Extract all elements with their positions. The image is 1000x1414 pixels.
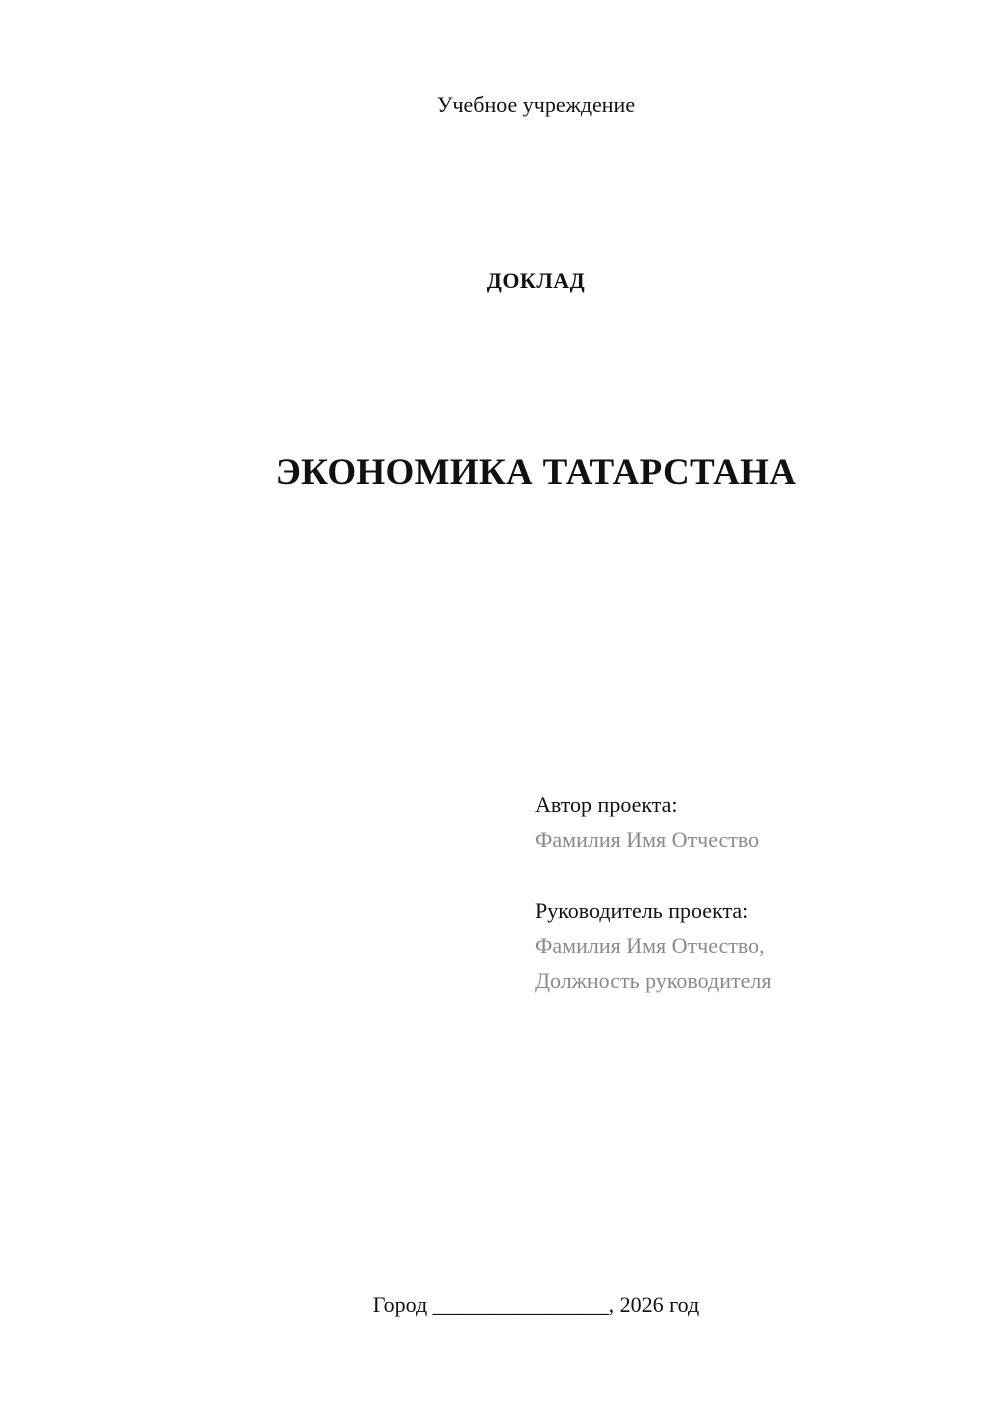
supervisor-name: Фамилия Имя Отчество, [535,933,765,958]
credits-spacer [535,857,975,893]
document-type: ДОКЛАД [486,268,586,293]
supervisor-label: Руководитель проекта: [535,898,749,923]
document-title: ЭКОНОМИКА ТАТАРСТАНА [275,452,797,493]
author-label: Автор проекта: [535,792,678,817]
credits-block [535,787,975,998]
author-name: Фамилия Имя Отчество [535,827,760,852]
supervisor-position: Должность руководителя [535,968,772,993]
institution-name: Учебное учреждение [436,92,636,117]
city-year-line: Город ________________, 2026 год [372,1292,700,1317]
